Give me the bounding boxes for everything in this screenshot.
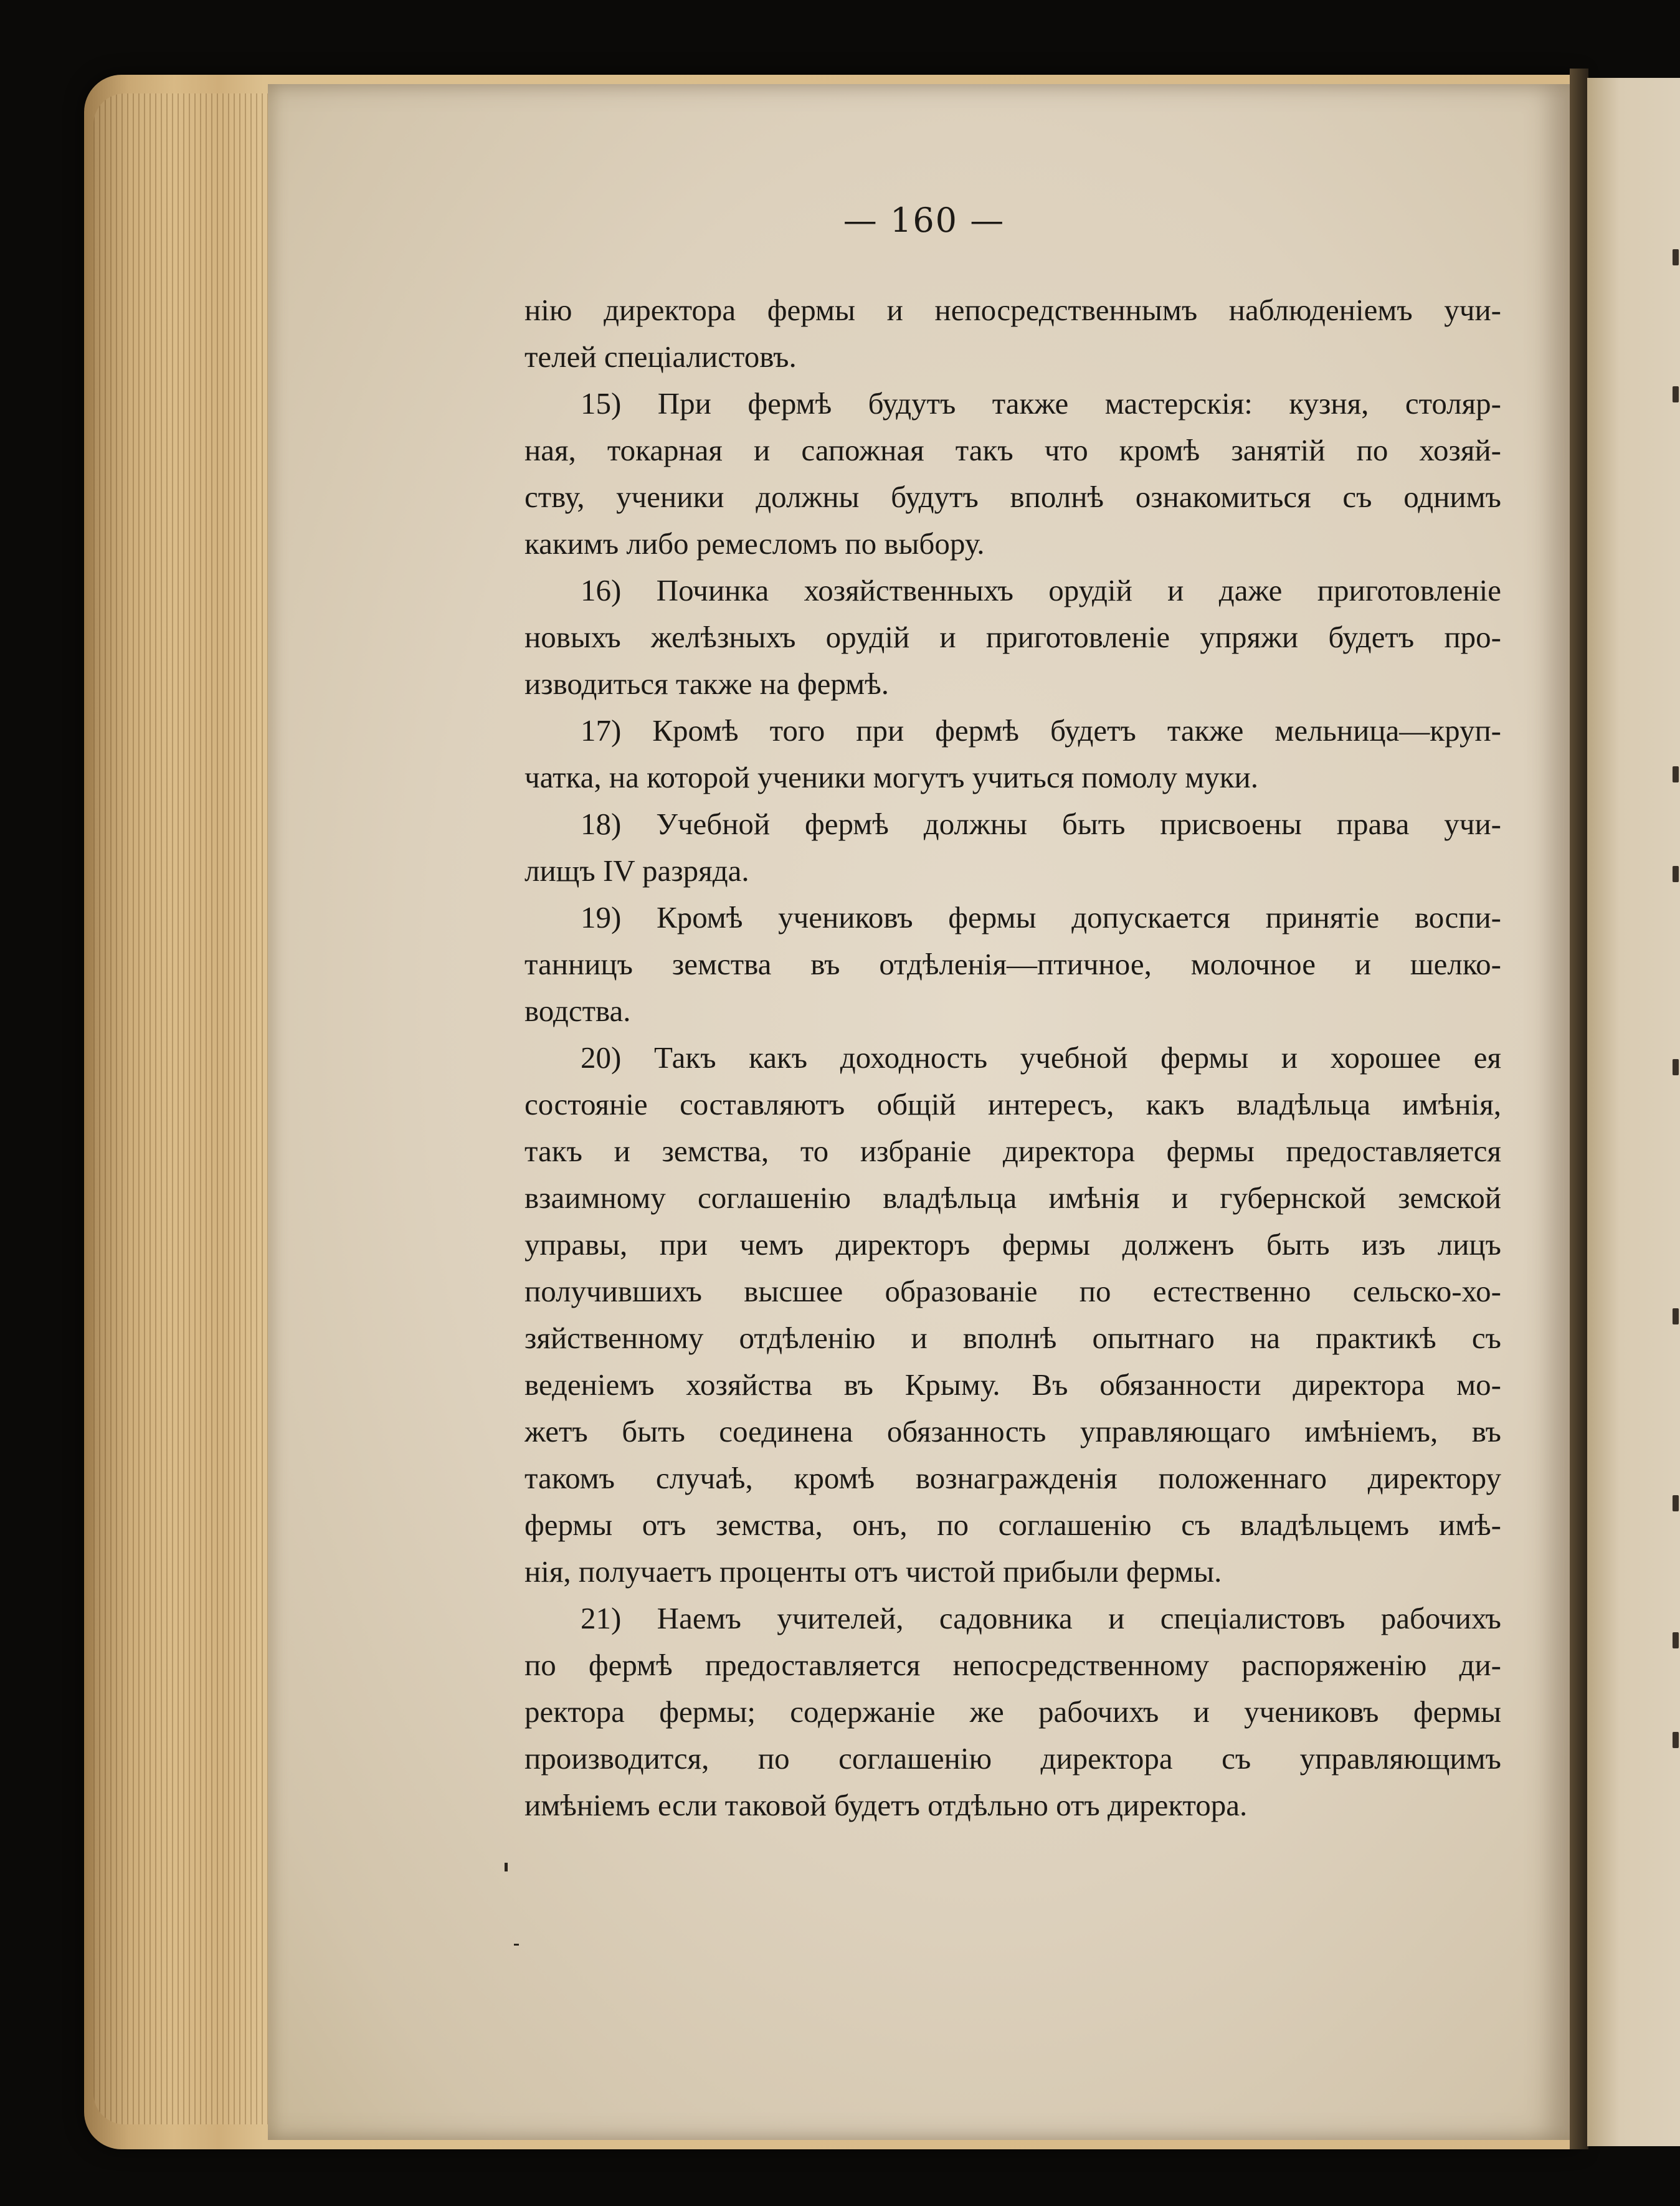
- page-edge-texture: [93, 93, 280, 2124]
- text-line: управы, при чемъ директоръ фермы долженъ быть изъ лицъ: [524, 1227, 1501, 1262]
- facing-page-ink-mark: [1673, 866, 1679, 882]
- text-line: взаимному соглашенію владѣльца имѣнія и губернской земской: [524, 1181, 1501, 1215]
- text-line: 20) Такъ какъ доходность учебной фермы и хорошее ея: [581, 1040, 1501, 1075]
- text-line: состояніе составляютъ общій интересъ, какъ владѣльца имѣнія,: [524, 1087, 1501, 1121]
- text-line: 15) При фермѣ будутъ также мастерскія: кузня, столяр-: [581, 386, 1501, 421]
- text-line: жетъ быть соединена обязанность управляющаго имѣніемъ, въ: [524, 1414, 1501, 1448]
- text-line: 21) Наемъ учителей, садовника и спеціалистовъ рабочихъ: [581, 1601, 1501, 1635]
- text-line: танницъ земства въ отдѣленія—птичное, молочное и шелко-: [524, 947, 1501, 981]
- text-line: 19) Кромѣ учениковъ фермы допускается принятіе воспи-: [581, 900, 1501, 934]
- text-line: имѣніемъ если таковой будетъ отдѣльно отъ директора.: [524, 1788, 1248, 1822]
- text-line: ству, ученики должны будутъ вполнѣ ознакомиться съ однимъ: [524, 480, 1501, 514]
- facing-page-ink-mark: [1673, 386, 1679, 402]
- ink-speck: [514, 1944, 519, 1946]
- facing-page-sliver: [1587, 78, 1680, 2146]
- text-line: 18) Учебной фермѣ должны быть присвоены права учи-: [581, 807, 1501, 841]
- ink-speck: [505, 1863, 508, 1871]
- facing-page-ink-mark: [1673, 1059, 1679, 1075]
- text-line: веденіемъ хозяйства въ Крыму. Въ обязанности директора мо-: [524, 1367, 1501, 1402]
- facing-page-ink-mark: [1673, 766, 1679, 782]
- text-line: изводиться также на фермѣ.: [524, 667, 890, 701]
- text-line: водства.: [524, 994, 631, 1028]
- text-line: 16) Починка хозяйственныхъ орудій и даже приготовленіе: [581, 573, 1501, 607]
- facing-page-ink-mark: [1673, 1308, 1679, 1324]
- facing-page-ink-mark: [1673, 249, 1679, 265]
- text-line: такомъ случаѣ, кромѣ вознагражденія положеннаго директору: [524, 1461, 1501, 1495]
- text-line: получившихъ высшее образованіе по естественно сельско-хо-: [524, 1274, 1501, 1308]
- text-line: какимъ либо ремесломъ по выбору.: [524, 526, 985, 561]
- text-line: телей спеціалистовъ.: [524, 340, 797, 374]
- text-line: лищъ IV разряда.: [524, 853, 749, 888]
- text-line: по фермѣ предоставляется непосредственному распоряженію ди-: [524, 1648, 1501, 1682]
- book-gutter: [1570, 69, 1588, 2149]
- text-line: 17) Кромѣ того при фермѣ будетъ также мельница—круп-: [581, 713, 1501, 748]
- text-line: производится, по соглашенію директора съ управляющимъ: [524, 1741, 1501, 1776]
- text-line: фермы отъ земства, онъ, по соглашенію съ владѣльцемъ имѣ-: [524, 1508, 1501, 1542]
- text-line: ная, токарная и сапожная такъ что кромѣ занятій по хозяй-: [524, 433, 1501, 467]
- text-line: такъ и земства, то избраніе директора фермы предоставляется: [524, 1134, 1501, 1168]
- facing-page-ink-mark: [1673, 1632, 1679, 1648]
- text-line: новыхъ желѣзныхъ орудій и приготовленіе упряжи будетъ про-: [524, 620, 1501, 654]
- text-line: нію директора фермы и непосредственнымъ наблюденіемъ учи-: [524, 293, 1501, 327]
- text-line: чатка, на которой ученики могутъ учиться помолу муки.: [524, 760, 1259, 794]
- text-line: ректора фермы; содержаніе же рабочихъ и учениковъ фермы: [524, 1695, 1501, 1729]
- body-text: [524, 287, 1501, 1828]
- facing-page-ink-mark: [1673, 1495, 1679, 1511]
- text-line: нія, получаетъ проценты отъ чистой прибыли фермы.: [524, 1554, 1222, 1589]
- text-line: зяйственному отдѣленію и вполнѣ опытнаго на практикѣ съ: [524, 1321, 1501, 1355]
- facing-page-ink-mark: [1673, 1732, 1679, 1748]
- page-number: — 160 —: [843, 201, 1005, 240]
